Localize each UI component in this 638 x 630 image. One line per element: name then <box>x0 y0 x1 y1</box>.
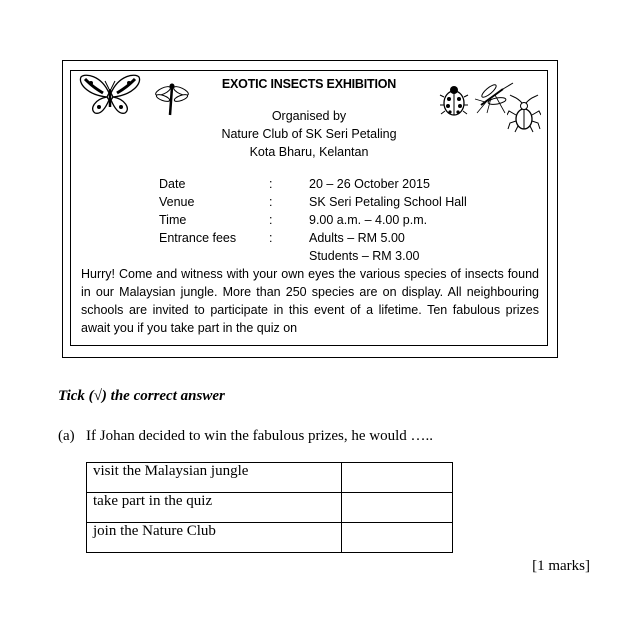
detail-colon: : <box>269 195 273 209</box>
option-text: visit the Malaysian jungle <box>87 463 342 493</box>
poster-outer-frame <box>62 60 558 358</box>
poster <box>70 70 548 346</box>
table-row <box>87 523 453 553</box>
detail-value: Adults – RM 5.00 <box>309 231 405 245</box>
tick-box[interactable] <box>342 463 453 493</box>
event-details <box>159 177 539 267</box>
detail-value: Students – RM 3.00 <box>309 249 420 263</box>
option-text: join the Nature Club <box>87 523 342 553</box>
detail-value: 20 – 26 October 2015 <box>309 177 430 191</box>
organiser-name: Nature Club of SK Seri Petaling <box>221 127 397 141</box>
detail-row-venue <box>159 195 539 213</box>
detail-label: Entrance fees <box>159 231 237 245</box>
detail-colon: : <box>269 177 273 191</box>
poster-paragraph: Hurry! Come and witness with your own eyes the various species of insects found in our Malaysian jungle. More than 250 species are on display. All neighbouring schools are invited to participate in this event of a lifetime. Ten fabulous prizes await you if you take part in the quiz on <box>81 267 539 335</box>
table-row <box>87 463 453 493</box>
option-text: take part in the quiz <box>87 493 342 523</box>
detail-colon: : <box>269 231 273 245</box>
poster-title: EXOTIC INSECTS EXHIBITION <box>221 77 397 91</box>
detail-label: Time <box>159 213 187 227</box>
organiser-location: Kota Bharu, Kelantan <box>249 145 369 159</box>
detail-value: 9.00 a.m. – 4.00 p.m. <box>309 213 428 227</box>
question-number: (a) <box>58 428 75 444</box>
answer-options-table <box>86 462 453 553</box>
detail-label: Venue <box>159 195 195 209</box>
detail-label: Date <box>159 177 186 191</box>
organiser-line: Organised by <box>271 109 347 123</box>
tick-box[interactable] <box>342 523 453 553</box>
detail-row-time <box>159 213 539 231</box>
table-row <box>87 493 453 523</box>
question-instruction: Tick (√) the correct answer <box>58 388 225 404</box>
marks-label: [1 marks] <box>532 558 590 574</box>
detail-colon: : <box>269 213 273 227</box>
detail-row-date <box>159 177 539 195</box>
detail-row-fees <box>159 231 539 249</box>
question-text: If Johan decided to win the fabulous prizes, he would ….. <box>86 428 433 444</box>
tick-box[interactable] <box>342 493 453 523</box>
detail-value: SK Seri Petaling School Hall <box>309 195 467 209</box>
